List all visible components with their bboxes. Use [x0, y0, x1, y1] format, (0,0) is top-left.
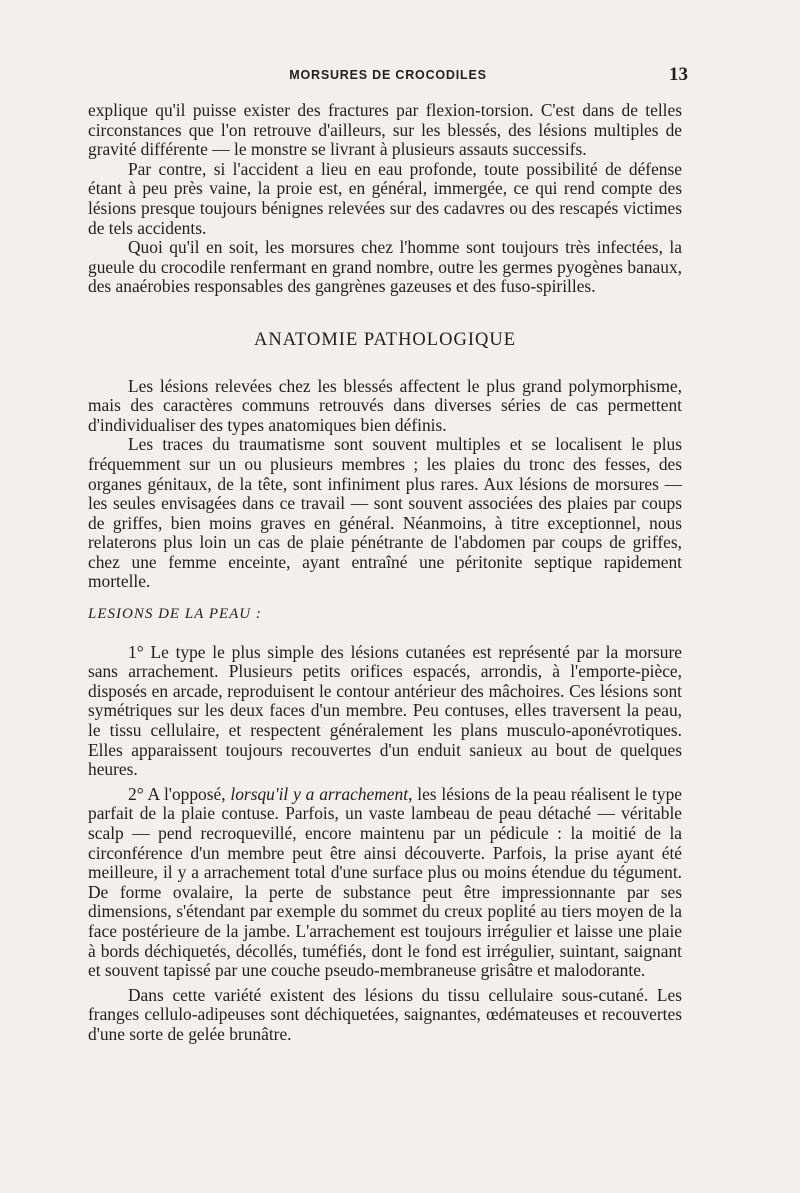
paragraph-anatomy-1: Les lésions relevées chez les blessés affectent le plus grand polymorphisme, mais des caractères communs retrouvés dans diverses séries de cas permettent d'individualiser des types anatomiques bien définis. [88, 375, 682, 435]
paragraph-2-emphasis: lorsqu'il y a arrachement [230, 783, 409, 804]
running-title: MORSURES DE CROCODILES [289, 68, 487, 82]
paragraph-intro-3: Quoi qu'il en soit, les morsures chez l'homme sont toujours très infectées, la gueule du crocodile renfermant en grand nombre, outre les germes pyogènes banaux, des anaérobies responsables des gangrènes gazeuses et des fuso-spirilles. [88, 237, 682, 297]
subsection-heading: LESIONS DE LA PEAU : [88, 606, 262, 623]
running-header [88, 64, 688, 88]
paragraph-intro-2: Par contre, si l'accident a lieu en eau profonde, toute possibilité de défense étant à peu près vaine, la proie est, en général, immergée, ce qui rend compte des lésions presque toujours bénignes relevées sur des cadavres ou des rescapés victimes de tels accidents. [88, 158, 682, 238]
paragraph-lesion-type-2 [88, 785, 682, 981]
page-number: 13 [669, 64, 688, 85]
section-heading: ANATOMIE PATHOLOGIQUE [253, 329, 516, 350]
paragraph-lesion-type-1: 1° Le type le plus simple des lésions cutanées est représenté par la morsure sans arrachement. Plusieurs petits orifices espacés, arrondis, à l'emporte-pièce, disposés en arcade, reproduisent le contour antérieur des mâchoires. Ces lésions sont symétriques sur les deux faces d'un membre. Peu contuses, elles traversent la peau, le tissu cellulaire, et respectent généralement les plans musculo-aponévrotiques. Elles apparaissent toujours recouvertes d'un enduit sanieux au bout de quelques heures. [88, 641, 682, 780]
body-text [88, 101, 682, 1045]
paragraph-last: Dans cette variété existent des lésions du tissu cellulaire sous-cutané. Les franges cellulo-adipeuses sont déchiquetées, saignantes, œdémateuses et recouvertes d'une sorte de gelée brunâtre. [88, 984, 682, 1044]
paragraph-2-rest: , les lésions de la peau réalisent le type parfait de la plaie contuse. Parfois, un vaste lambeau de peau détaché — véritable scalp — pend recroquevillé, encore maintenu par un pédicule : la moitié de la circonférence d'un membre peut être ainsi découverte. Parfois, la prise ayant été meilleure, il y a arrachement total d'une surface plus ou moins étendue du tégument. De forme ovalaire, la perte de substance peut être impressionnante par ses dimensions, s'étendant par exemple du sommet du creux poplité au tiers moyen de la face postérieure de la jambe. L'arrachement est toujours irrégulier et laisse une plaie à bords déchiquetés, décollés, tuméfiés, dont le fond est irrégulier, suintant, saignant et souvent tapissé par une couche pseudo-membraneuse grisâtre et malodorante. [88, 783, 682, 981]
paragraph-2-lead: 2° A l'opposé, [128, 783, 231, 804]
paragraph-intro-1: explique qu'il puisse exister des fractures par flexion-torsion. C'est dans de telles circonstances que l'on retrouve d'ailleurs, sur les blessés, des lésions multiples de gravité différente — le monstre se livrant à plusieurs assauts successifs. [88, 100, 682, 160]
paragraph-anatomy-2: Les traces du traumatisme sont souvent multiples et se localisent le plus fréquemment sur un ou plusieurs membres ; les plaies du tronc des fesses, des organes génitaux, de la tête, sont infiniment plus rares. Aux lésions de morsures — les seules envisagées dans ce travail — sont souvent associées des plaies par coups de griffes, bien moins graves en général. Néanmoins, à titre exceptionnel, nous relaterons plus loin un cas de plaie pénétrante de l'abdomen par coups de griffes, chez une femme enceinte, ayant entraîné une péritonite septique rapidement mortelle. [88, 434, 682, 592]
